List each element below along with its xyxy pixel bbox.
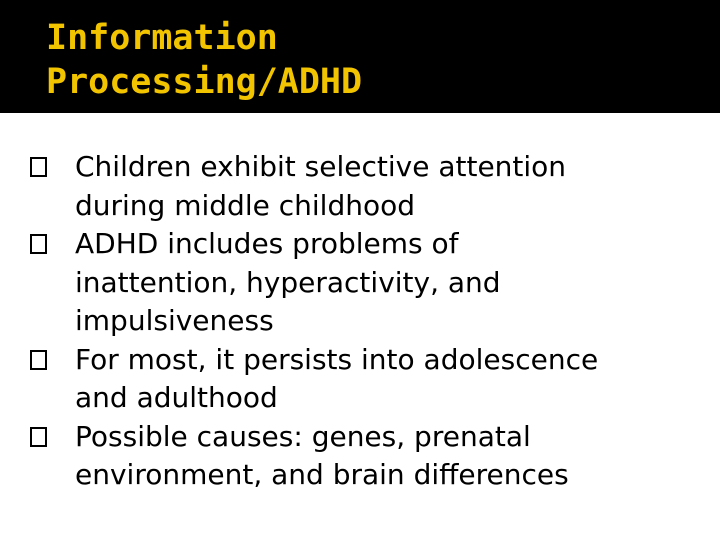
slide-title-line-2: Processing/ADHD [46,62,363,102]
bullet-list [30,148,710,495]
slide-title [46,16,362,104]
bullet-line: ADHD includes problems of [75,227,459,260]
bullet-item-selective-attention [30,148,710,225]
title-bar [0,0,720,113]
bullet-line: impulsiveness [75,304,274,337]
bullet-line: during middle childhood [75,188,415,222]
hollow-square-bullet-icon [30,234,47,254]
hollow-square-bullet-icon [30,157,47,177]
bullet-item-persistence [30,341,710,418]
hollow-square-bullet-icon [30,427,47,447]
bullet-line: and adulthood [75,381,278,414]
bullet-line: inattention, hyperactivity, and [75,265,501,299]
hollow-square-bullet-icon [30,350,47,370]
bullet-line: For most, it persists into adolescence [75,342,599,376]
bullet-item-adhd-problems [30,225,710,341]
bullet-line: environment, and brain differences [75,458,569,491]
bullet-line: Children exhibit selective attention [75,150,567,183]
bullet-line: Possible causes: genes, prenatal [75,419,531,453]
bullet-item-possible-causes [30,418,710,495]
slide-title-line-1: Information [46,18,278,58]
